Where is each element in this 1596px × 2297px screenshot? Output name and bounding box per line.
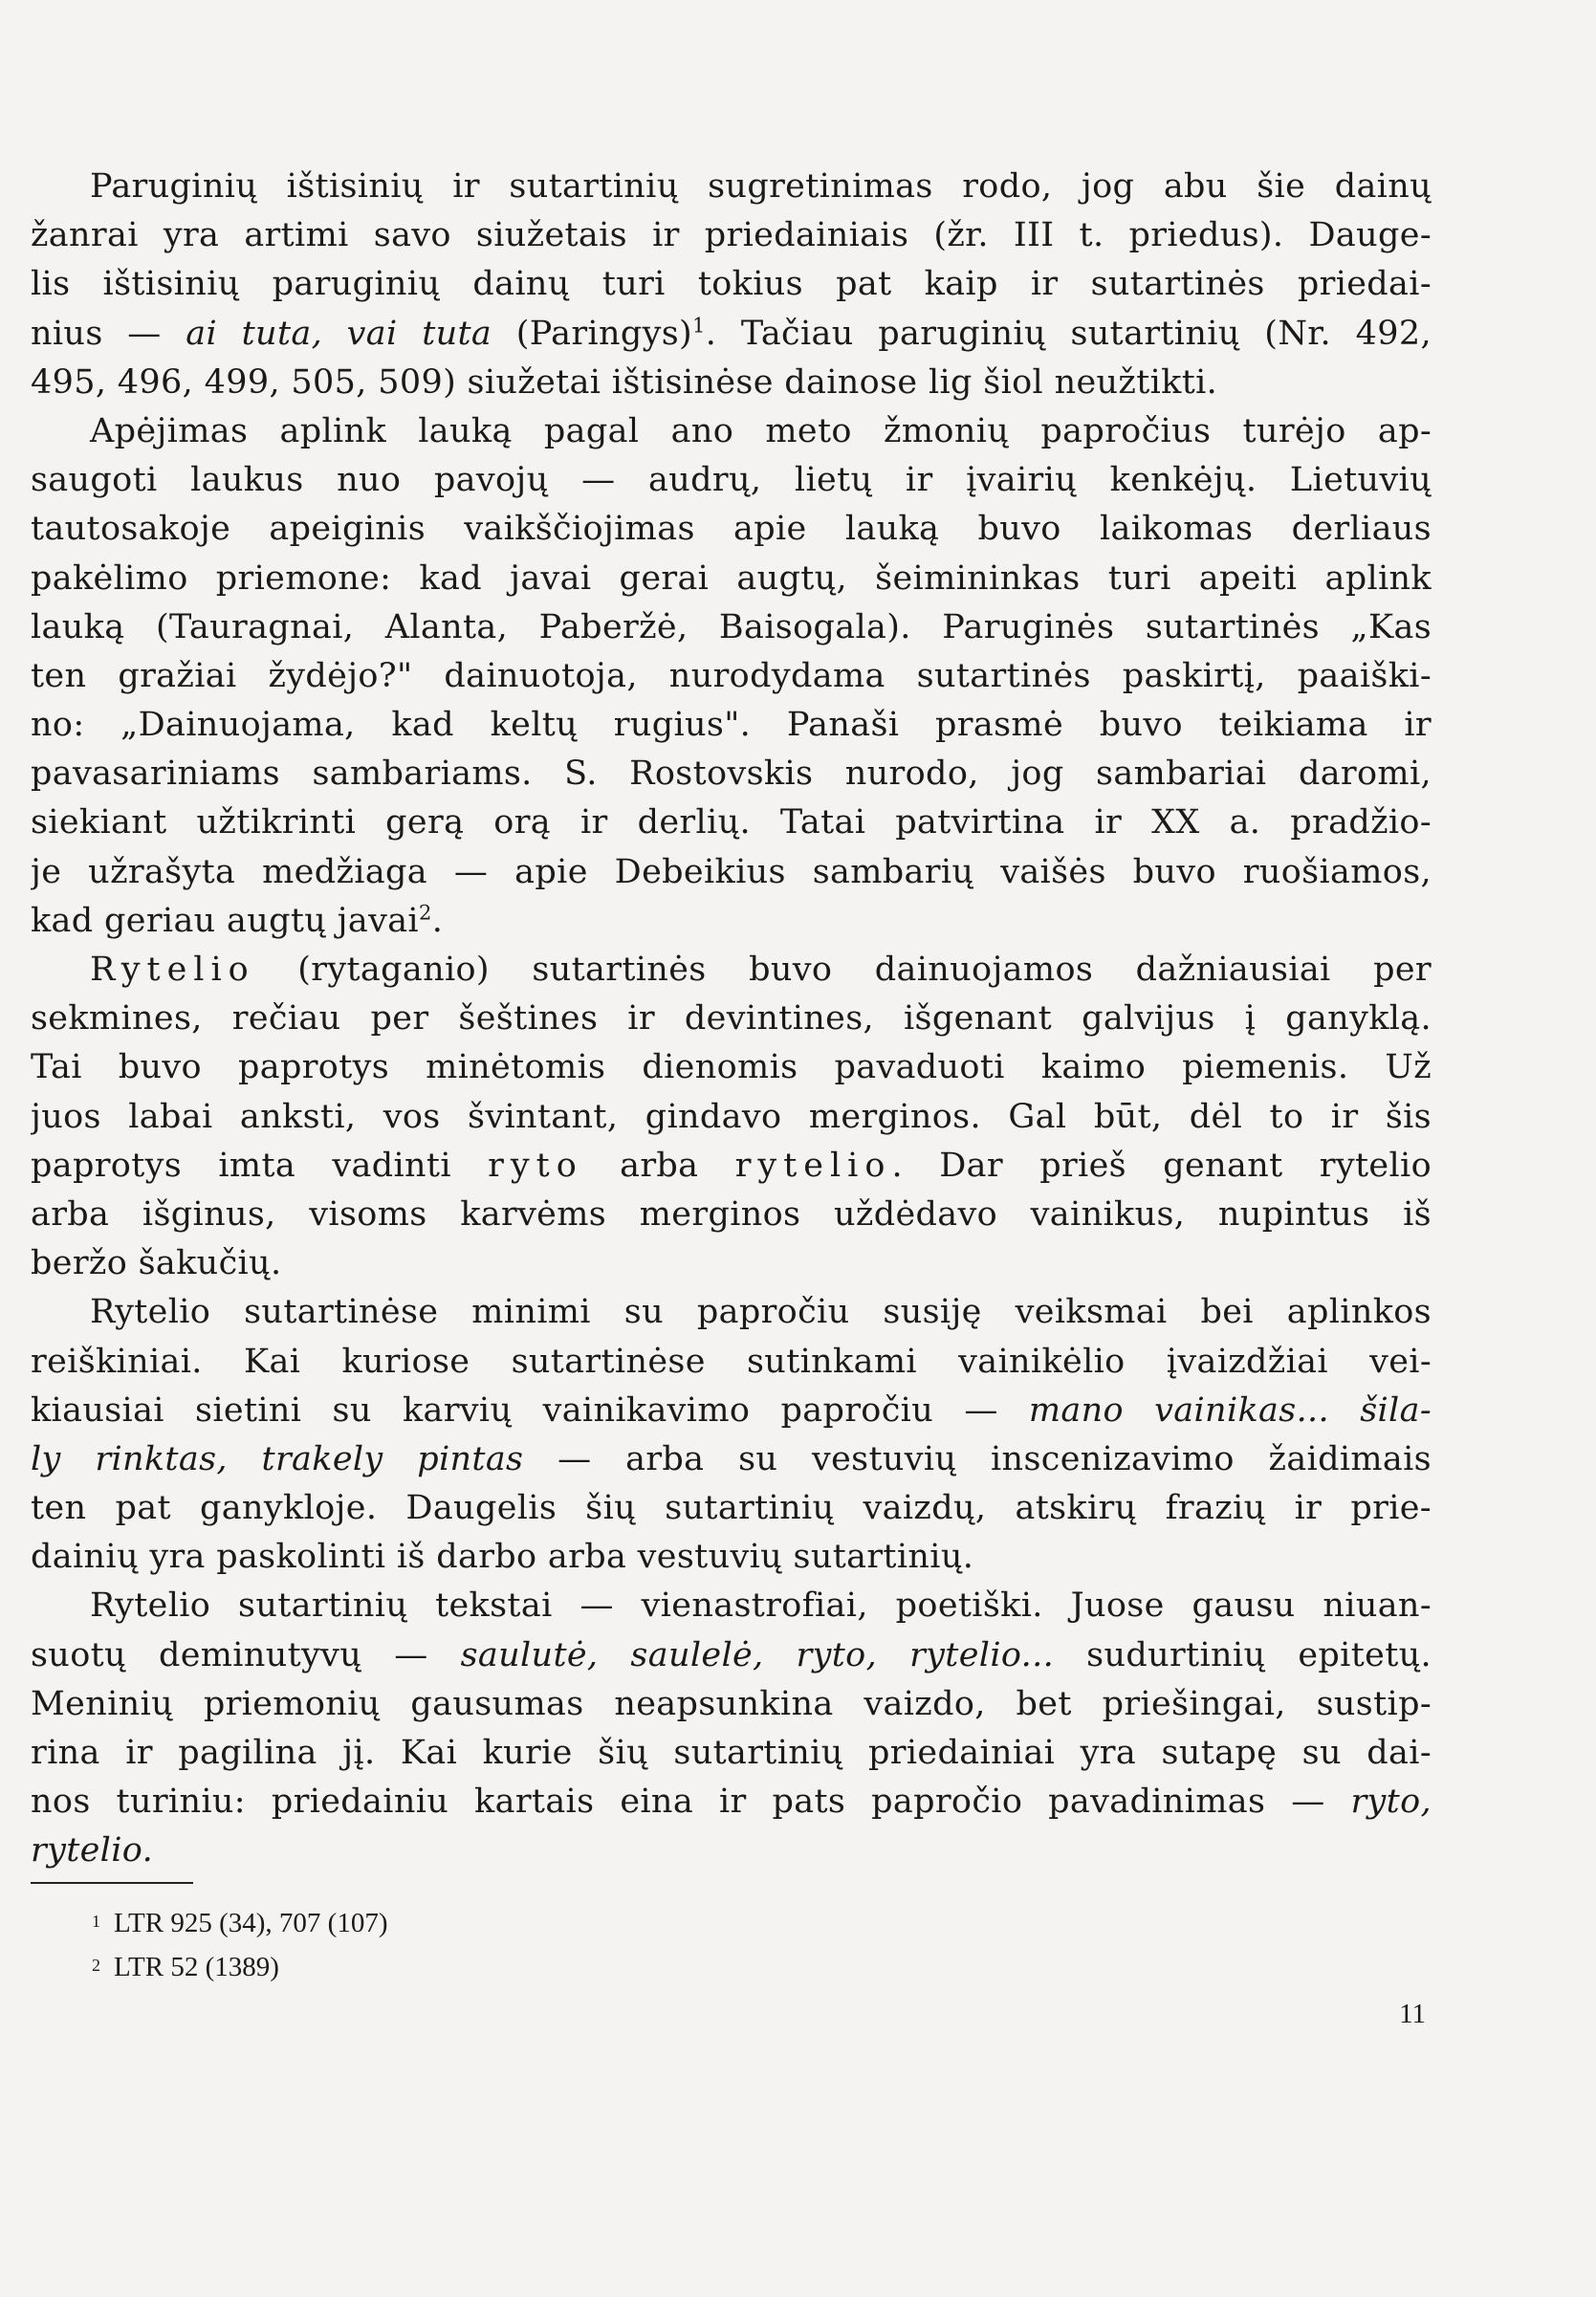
- text-line: [31, 603, 1432, 652]
- text-line: [31, 211, 1432, 260]
- line-text: pavasariniams sambariams. S. Rostovskis nurodo, jog sambariai daromi,: [31, 755, 1432, 794]
- line-text: no: „Dainuojama, kad keltų rugius". Panaši prasmė buvo teikiama ir: [31, 706, 1432, 745]
- line-text: sekmines, rečiau per šeštines ir devintines, išgenant galvijus į ganyklą.: [31, 999, 1432, 1039]
- text-line: [31, 1533, 1432, 1582]
- line-text: — arba su vestuvių inscenizavimo žaidimais: [523, 1439, 1432, 1478]
- footnote-ref: 1: [692, 313, 706, 337]
- spaced-term: rytelio: [734, 1146, 892, 1185]
- line-text: . Tačiau paruginių sutartinių (Nr. 492,: [705, 314, 1432, 353]
- footnote-ref: 2: [418, 901, 432, 925]
- text-line: [31, 1778, 1432, 1827]
- line-text: siekiant užtikrinti gerą orą ir derlių. Tatai patvirtina ir XX a. pradžio-: [31, 803, 1432, 842]
- text-line: [31, 359, 1432, 407]
- text-line: [31, 163, 1432, 211]
- italic-phrase: ly rinktas, trakely pintas: [31, 1439, 524, 1478]
- text-line: [31, 505, 1432, 554]
- line-text: (rytaganio) sutartinės buvo dainuojamos dažniausiai per: [254, 951, 1432, 989]
- text-line: [31, 1827, 1432, 1875]
- line-text: suotų deminutyvų —: [31, 1635, 461, 1674]
- italic-phrase: rytelio.: [31, 1831, 154, 1870]
- italic-phrase: saulutė, saulelė, ryto, rytelio...: [460, 1635, 1055, 1674]
- text-line: [31, 750, 1432, 798]
- text-line: [31, 407, 1432, 456]
- line-text: tautosakoje apeiginis vaikščiojimas apie lauką buvo laikomas derliaus: [31, 510, 1432, 549]
- line-text: (Paringys): [492, 314, 693, 353]
- line-text: beržo šakučių.: [31, 1244, 282, 1283]
- footnote-text: LTR 52 (1389): [114, 1951, 279, 1982]
- text-line: [31, 652, 1432, 701]
- line-text: Tai buvo paprotys minėtomis dienomis pavaduoti kaimo piemenis. Už: [31, 1048, 1432, 1087]
- text-line: [31, 946, 1432, 995]
- footnote-divider: [31, 1882, 193, 1884]
- line-text: pakėlimo priemone: kad javai gerai augtų, šeimininkas turi apeiti aplink: [31, 558, 1432, 598]
- italic-phrase: ai tuta, vai tuta: [186, 314, 492, 353]
- line-text: nius —: [31, 314, 186, 353]
- text-line: [31, 1729, 1432, 1778]
- footnote-text: LTR 925 (34), 707 (107): [114, 1907, 388, 1938]
- text-line: [31, 1191, 1432, 1239]
- text-line: [31, 1484, 1432, 1533]
- text-line: [31, 1631, 1432, 1680]
- italic-phrase: ryto,: [1350, 1783, 1432, 1822]
- text-line: [31, 1582, 1432, 1630]
- line-text: reiškiniai. Kai kuriose sutartinėse sutinkami vainikėlio įvaizdžiai vei-: [31, 1342, 1432, 1381]
- text-line: [31, 1093, 1432, 1142]
- footnotes: [31, 1901, 1432, 1989]
- line-text: .: [431, 901, 444, 940]
- text-line: [31, 995, 1432, 1043]
- line-text: Paruginių ištisinių ir sutartinių sugretinimas rodo, jog abu šie dainų: [90, 167, 1432, 206]
- text-line: [31, 1338, 1432, 1387]
- line-text: je užrašyta medžiaga — apie Debeikius sambarių vaišės buvo ruošiamos,: [31, 852, 1432, 891]
- text-line: [31, 1435, 1432, 1484]
- line-text: Apėjimas aplink lauką pagal ano meto žmonių papročius turėjo ap-: [90, 411, 1432, 450]
- footnote-marker: 2: [92, 1955, 100, 1975]
- line-text: Meninių priemonių gausumas neapsunkina vaizdo, bet priešingai, sustip-: [31, 1684, 1432, 1723]
- line-text: dainių yra paskolinti iš darbo arba vestuvių sutartinių.: [31, 1538, 974, 1577]
- text-line: [31, 260, 1432, 309]
- line-text: nos turiniu: priedainiu kartais eina ir pats papročio pavadinimas —: [31, 1783, 1351, 1822]
- line-text: kiausiai sietini su karvių vainikavimo papročiu —: [31, 1390, 1029, 1430]
- line-text: žanrai yra artimi savo siužetais ir priedainiais (žr. III t. priedus). Dauge-: [31, 216, 1432, 255]
- book-page: [31, 163, 1432, 1989]
- text-line: [31, 1043, 1432, 1092]
- line-text: Rytelio sutartinių tekstai — vienastrofiai, poetiški. Juose gausu niuan-: [90, 1586, 1432, 1626]
- line-text: arba išginus, visoms karvėms merginos uždėdavo vainikus, nupintus iš: [31, 1194, 1432, 1234]
- body-text: [31, 163, 1432, 1876]
- text-line: [31, 848, 1432, 897]
- line-text: 495, 496, 499, 505, 509) siužetai ištisinėse dainose lig šiol neužtikti.: [31, 362, 1218, 402]
- text-line: [31, 1387, 1432, 1435]
- line-text: paprotys imta vadinti: [31, 1146, 489, 1185]
- line-text: sudurtinių epitetų.: [1054, 1635, 1432, 1674]
- text-line: [31, 310, 1432, 359]
- text-line: [31, 1288, 1432, 1337]
- text-line: [31, 701, 1432, 750]
- line-text: Rytelio sutartinėse minimi su papročiu susiję veiksmai bei aplinkos: [90, 1293, 1432, 1332]
- line-text: ten gražiai žydėjo?" dainuotoja, nurodydama sutartinės paskirtį, paaiški-: [31, 656, 1432, 695]
- text-line: [31, 456, 1432, 505]
- line-text: saugoti laukus nuo pavojų — audrų, lietų ir įvairių kenkėjų. Lietuvių: [31, 461, 1432, 500]
- text-line: [31, 798, 1432, 847]
- footnote: [31, 1945, 1432, 1989]
- line-text: . Dar prieš genant rytelio: [891, 1146, 1432, 1185]
- text-line: [31, 1142, 1432, 1191]
- line-text: kad geriau augtų javai: [31, 901, 419, 940]
- text-line: [31, 1680, 1432, 1729]
- text-line: [31, 1239, 1432, 1288]
- spaced-term: Rytelio: [90, 951, 255, 989]
- italic-phrase: mano vainikas... šila-: [1028, 1390, 1432, 1430]
- text-line: [31, 897, 1432, 946]
- line-text: lis ištisinių paruginių dainų turi tokius pat kaip ir sutartinės priedai-: [31, 265, 1432, 304]
- line-text: rina ir pagilina jį. Kai kurie šių sutartinių priedainiai yra sutapę su dai-: [31, 1734, 1432, 1772]
- footnote-marker: 1: [92, 1911, 100, 1931]
- line-text: ten pat ganykloje. Daugelis šių sutartinių vaizdų, atskirų frazių ir prie-: [31, 1489, 1432, 1528]
- footnote: [31, 1901, 1432, 1945]
- text-line: [31, 555, 1432, 603]
- line-text: juos labai anksti, vos švintant, gindavo merginos. Gal būt, dėl to ir šis: [31, 1097, 1432, 1136]
- spaced-term: ryto: [488, 1146, 583, 1185]
- line-text: arba: [582, 1146, 735, 1185]
- page-number: 11: [1399, 1999, 1426, 2029]
- line-text: lauką (Tauragnai, Alanta, Paberžė, Baisogala). Paruginės sutartinės „Kas: [31, 607, 1432, 646]
